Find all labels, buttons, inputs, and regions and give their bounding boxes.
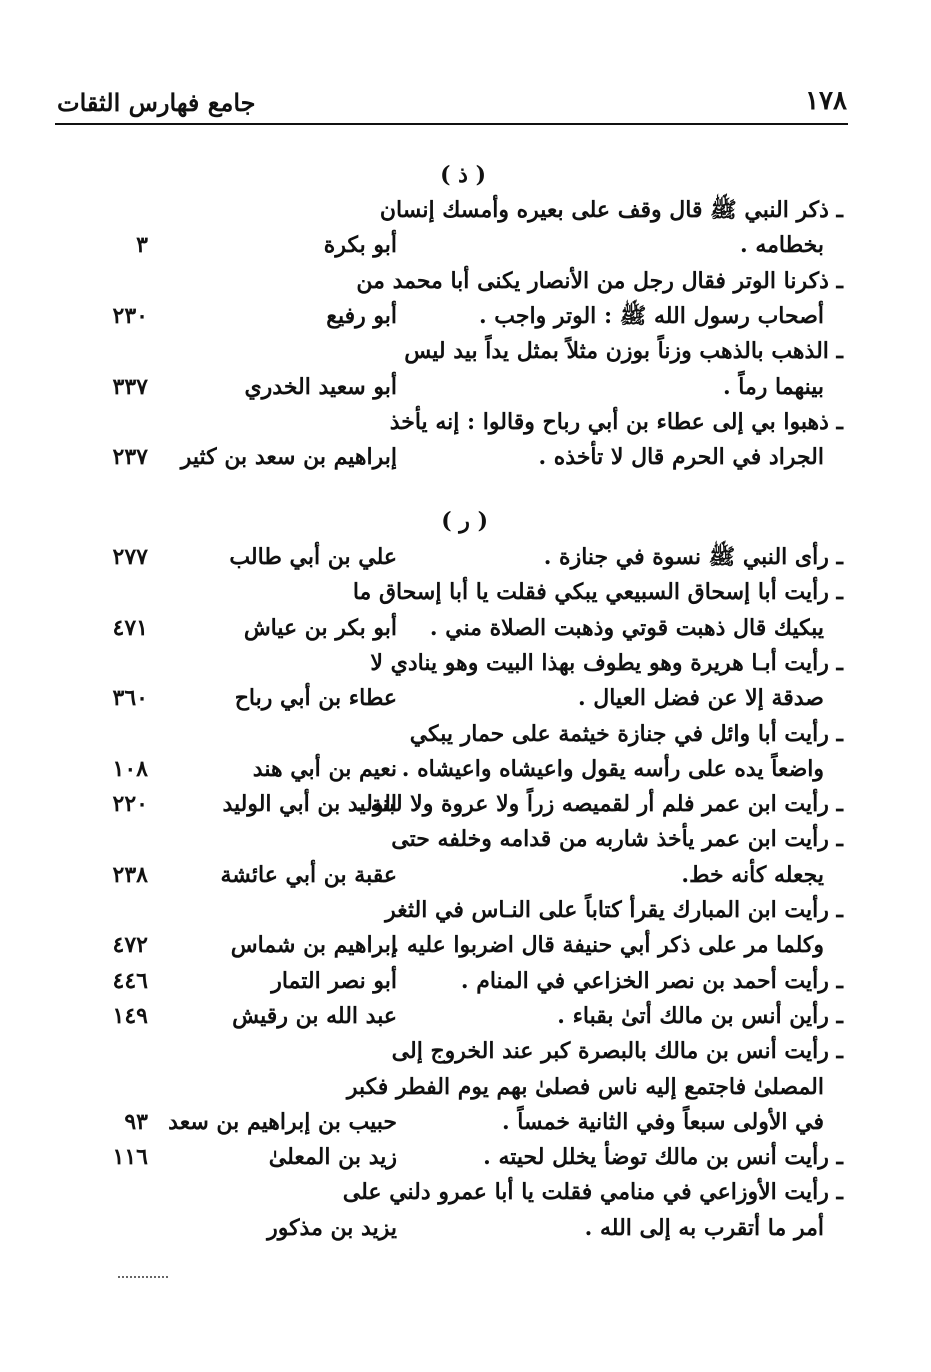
page-reference: ٣٣٧ bbox=[112, 373, 148, 400]
narrator-name: حبيب بن إبراهيم بن سعد bbox=[168, 1108, 397, 1135]
narrator-name: الوليد بن أبي الوليد bbox=[222, 791, 397, 818]
entry-text-continuation: يجعله كأنه خط. bbox=[681, 861, 824, 888]
page-reference: ١١٦ bbox=[112, 1144, 148, 1171]
entry-text: ـ رأيت أحمد بن نصر الخزاعي في المنام . bbox=[460, 967, 843, 994]
page-reference: ٢٣٠ bbox=[112, 302, 148, 329]
narrator-name: أبو رفيع bbox=[326, 302, 397, 329]
page-reference: ٣٦٠ bbox=[112, 685, 148, 712]
entry-text-continuation: الجراد في الحرم قال لا تأخذه . bbox=[538, 444, 824, 471]
running-title: جامع فهارس الثقات bbox=[57, 88, 256, 117]
header-rule bbox=[55, 123, 848, 125]
entry-text: ـ رأيت أبا إسحاق السبيعي يبكي فقلت يا أبا إسحاق ما bbox=[352, 579, 843, 606]
narrator-name: زيد بن المعلىٰ bbox=[268, 1144, 397, 1171]
entry-text: ـ رأيت ابن المبارك يقرأ كتاباً على النـاس في الثغر bbox=[385, 897, 843, 923]
page-reference: ١٠٨ bbox=[112, 755, 148, 782]
page-reference: ٢٣٧ bbox=[112, 444, 148, 471]
entry-text: ـ رأى النبي ﷺ نسوة في جنازة . bbox=[543, 544, 843, 570]
entry-text-continuation: في الأولى سبعاً وفي الثانية خمساً . bbox=[501, 1108, 824, 1135]
page-number: ١٧٨ bbox=[805, 86, 847, 116]
narrator-name: علي بن أبي طالب bbox=[229, 544, 397, 570]
page-reference: ٤٧٢ bbox=[112, 932, 148, 959]
narrator-name: يزيد بن مذكور bbox=[267, 1214, 397, 1241]
entry-text: ـ رأيت الأوزاعي في منامي فقلت يا أبا عمرو دلني على bbox=[342, 1179, 843, 1206]
narrator-name: نعيم بن أبي هند bbox=[252, 755, 397, 782]
narrator-name: أبو بكر بن عياش bbox=[243, 614, 397, 641]
entry-text-continuation: بينهما رماً . bbox=[722, 373, 824, 400]
entry-text: ـ رأيت ابن عمر فلم أر لقميصه زراً ولا عروة ولا لبنة . bbox=[355, 791, 843, 818]
narrator-name: إبراهيم بن سعد بن كثير bbox=[180, 444, 397, 471]
entry-text-continuation: أصحاب رسول الله ﷺ : الوتر واجب . bbox=[478, 302, 824, 329]
entry-text: ـ رأيت ابن عمر يأخذ شاربه من قدامه وخلفه حتى bbox=[391, 826, 843, 853]
narrator-name: أبو سعيد الخدري bbox=[244, 373, 397, 400]
page-reference: ٢٢٠ bbox=[112, 791, 148, 818]
entry-text: ـ ذهبوا بي إلى عطاء بن أبي رباح وقالوا : إنه يأخذ bbox=[389, 408, 843, 435]
narrator-name: أبو بكرة bbox=[323, 232, 397, 259]
entry-text: ـ رأين أنس بن مالك أتىٰ بقباء . bbox=[557, 1002, 843, 1029]
narrator-name: عطاء بن أبي رباح bbox=[234, 685, 397, 712]
page-reference: ٢٧٧ bbox=[112, 544, 148, 570]
entry-text: ـ ذكر النبي ﷺ قال وقف على بعيره وأمسك إنسان bbox=[379, 197, 843, 223]
entry-text-continuation: واضعاً يده على رأسه يقول واعيشاه واعيشاه . bbox=[401, 755, 824, 782]
entry-text-continuation: يبكيك قال ذهبت قوتي وذهبت الصلاة مني . bbox=[429, 614, 824, 641]
narrator-name: أبو نصر التمار bbox=[271, 967, 397, 994]
entry-text-continuation: صدقة إلا عن فضل العيال . bbox=[577, 685, 824, 712]
section-heading: ( ذ ) bbox=[440, 162, 486, 188]
footer-mark bbox=[118, 1276, 168, 1280]
entry-text-continuation: المصلىٰ فاجتمع إليه ناس فصلىٰ بهم يوم الفطر فكبر bbox=[346, 1073, 824, 1100]
entry-text: ـ رأيت أنس بن مالك توضأ يخلل لحيته . bbox=[483, 1144, 843, 1171]
entry-text-continuation: بخطامه . bbox=[740, 232, 824, 259]
entry-text: ـ رأيت أنس بن مالك بالبصرة كبر عند الخروج إلى bbox=[391, 1038, 843, 1065]
section-heading: ( ر ) bbox=[441, 508, 488, 534]
narrator-name: عقبة بن أبي عائشة bbox=[220, 861, 397, 888]
page-reference: ٢٣٨ bbox=[112, 861, 148, 888]
page-reference: ٤٤٦ bbox=[112, 967, 148, 994]
narrator-name: إبراهيم بن شماس bbox=[230, 932, 397, 959]
entry-text: ـ رأيت أبا وائل في جنازة خيثمة على حمار يبكي bbox=[409, 720, 843, 747]
narrator-name: عبد الله بن رقيش bbox=[232, 1002, 397, 1029]
entry-text: ـ الذهب بالذهب وزناً بوزن مثلاً بمثل يداً بيد ليس bbox=[404, 338, 843, 365]
page-reference: ٤٧١ bbox=[112, 614, 148, 641]
page-reference: ٣ bbox=[136, 232, 148, 259]
entry-text-continuation: وكلما مر على ذكر أبي حنيفة قال اضربوا عليه . bbox=[391, 932, 824, 959]
entry-text: ـ رأيت أبـا هريرة وهو يطوف بهذا البيت وهو ينادي لا bbox=[370, 649, 843, 676]
page-reference: ٩٣ bbox=[124, 1108, 148, 1135]
entry-text: ـ ذكرنا الوتر فقال رجل من الأنصار يكنى أبا محمد من bbox=[356, 267, 843, 294]
page-reference: ١٤٩ bbox=[112, 1002, 148, 1029]
entry-text-continuation: أمر ما أتقرب به إلى الله . bbox=[584, 1214, 824, 1241]
